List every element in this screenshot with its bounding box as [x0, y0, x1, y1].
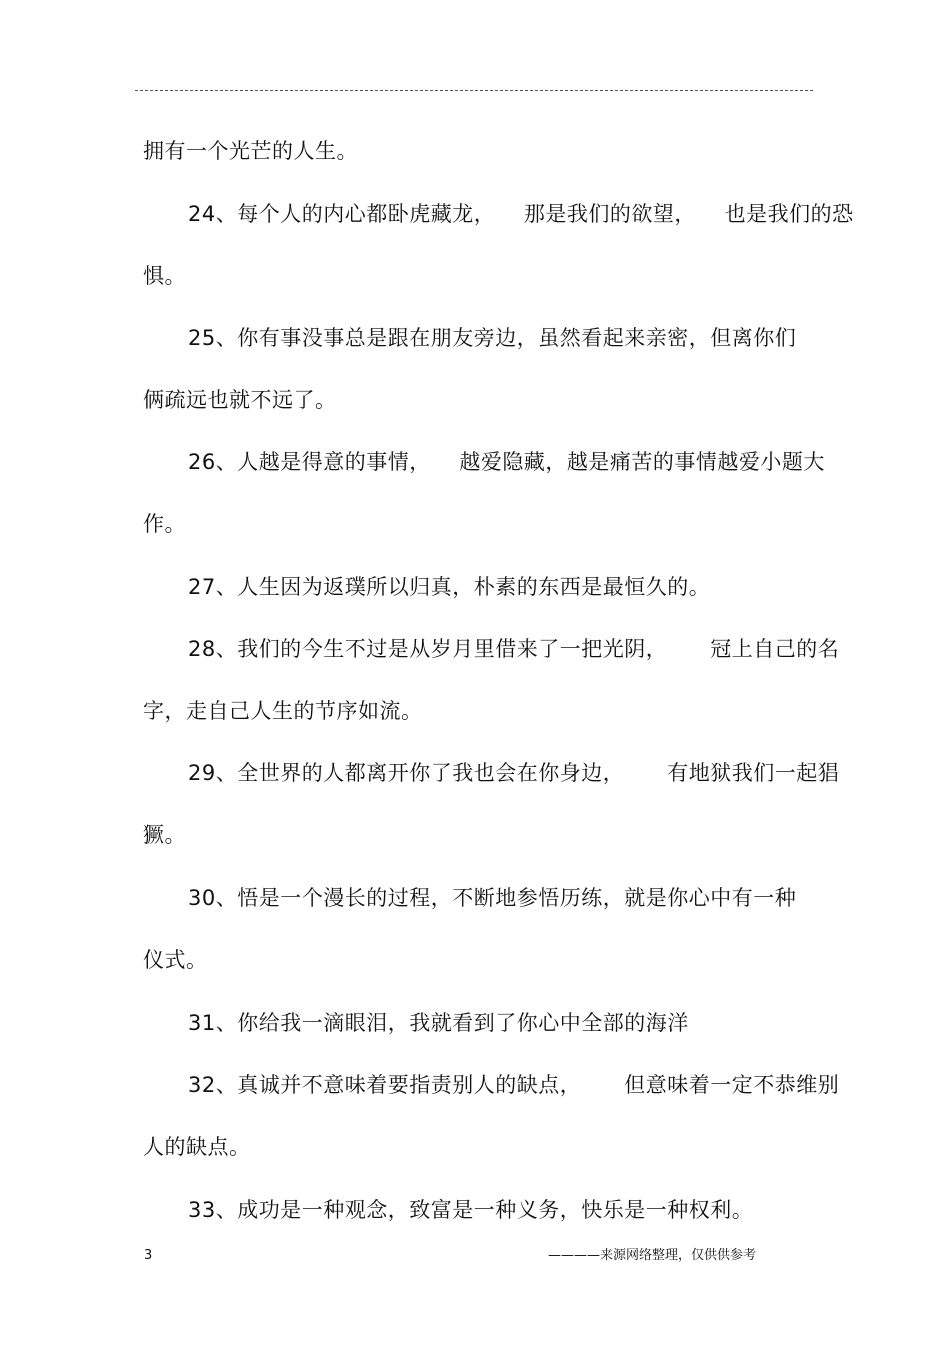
item-29-line-1: 29、全世界的人都离开你了我也会在你身边， 有地狱我们一起猖	[188, 761, 840, 785]
page-number: 3	[144, 1248, 153, 1263]
item-24-line-2: 惧。	[143, 264, 186, 288]
item-29-line-2: 獗。	[143, 823, 186, 847]
item-27-line-1: 27、人生因为返璞所以归真，朴素的东西是最恒久的。	[188, 575, 711, 599]
item-32-line-1: 32、真诚并不意味着要指责别人的缺点， 但意味着一定不恭维别	[188, 1073, 840, 1097]
item-33-line-1: 33、成功是一种观念，致富是一种义务，快乐是一种权利。	[188, 1198, 754, 1222]
item-24-line-1: 24、每个人的内心都卧虎藏龙， 那是我们的欲望， 也是我们的恐	[188, 202, 854, 226]
item-30-line-2: 仪式。	[143, 948, 208, 972]
item-25-line-1: 25、你有事没事总是跟在朋友旁边，虽然看起来亲密，但离你们	[188, 326, 797, 350]
item-28-line-1: 28、我们的今生不过是从岁月里借来了一把光阴， 冠上自己的名	[188, 637, 840, 661]
footer-note: ————来源网络整理，仅供供参考	[548, 1248, 757, 1263]
item-32-line-2: 人的缺点。	[143, 1135, 251, 1159]
item-26-line-2: 作。	[143, 512, 186, 536]
item-25-line-2: 俩疏远也就不远了。	[143, 388, 337, 412]
item-26-line-1: 26、人越是得意的事情， 越爱隐藏，越是痛苦的事情越爱小题大	[188, 450, 825, 474]
item-30-line-1: 30、悟是一个漫长的过程，不断地参悟历练，就是你心中有一种	[188, 886, 797, 910]
header-divider	[135, 90, 813, 91]
continued-line: 拥有一个光芒的人生。	[143, 139, 358, 163]
item-31-line-1: 31、你给我一滴眼泪，我就看到了你心中全部的海洋	[188, 1011, 689, 1035]
item-28-line-2: 字，走自己人生的节序如流。	[143, 699, 423, 723]
